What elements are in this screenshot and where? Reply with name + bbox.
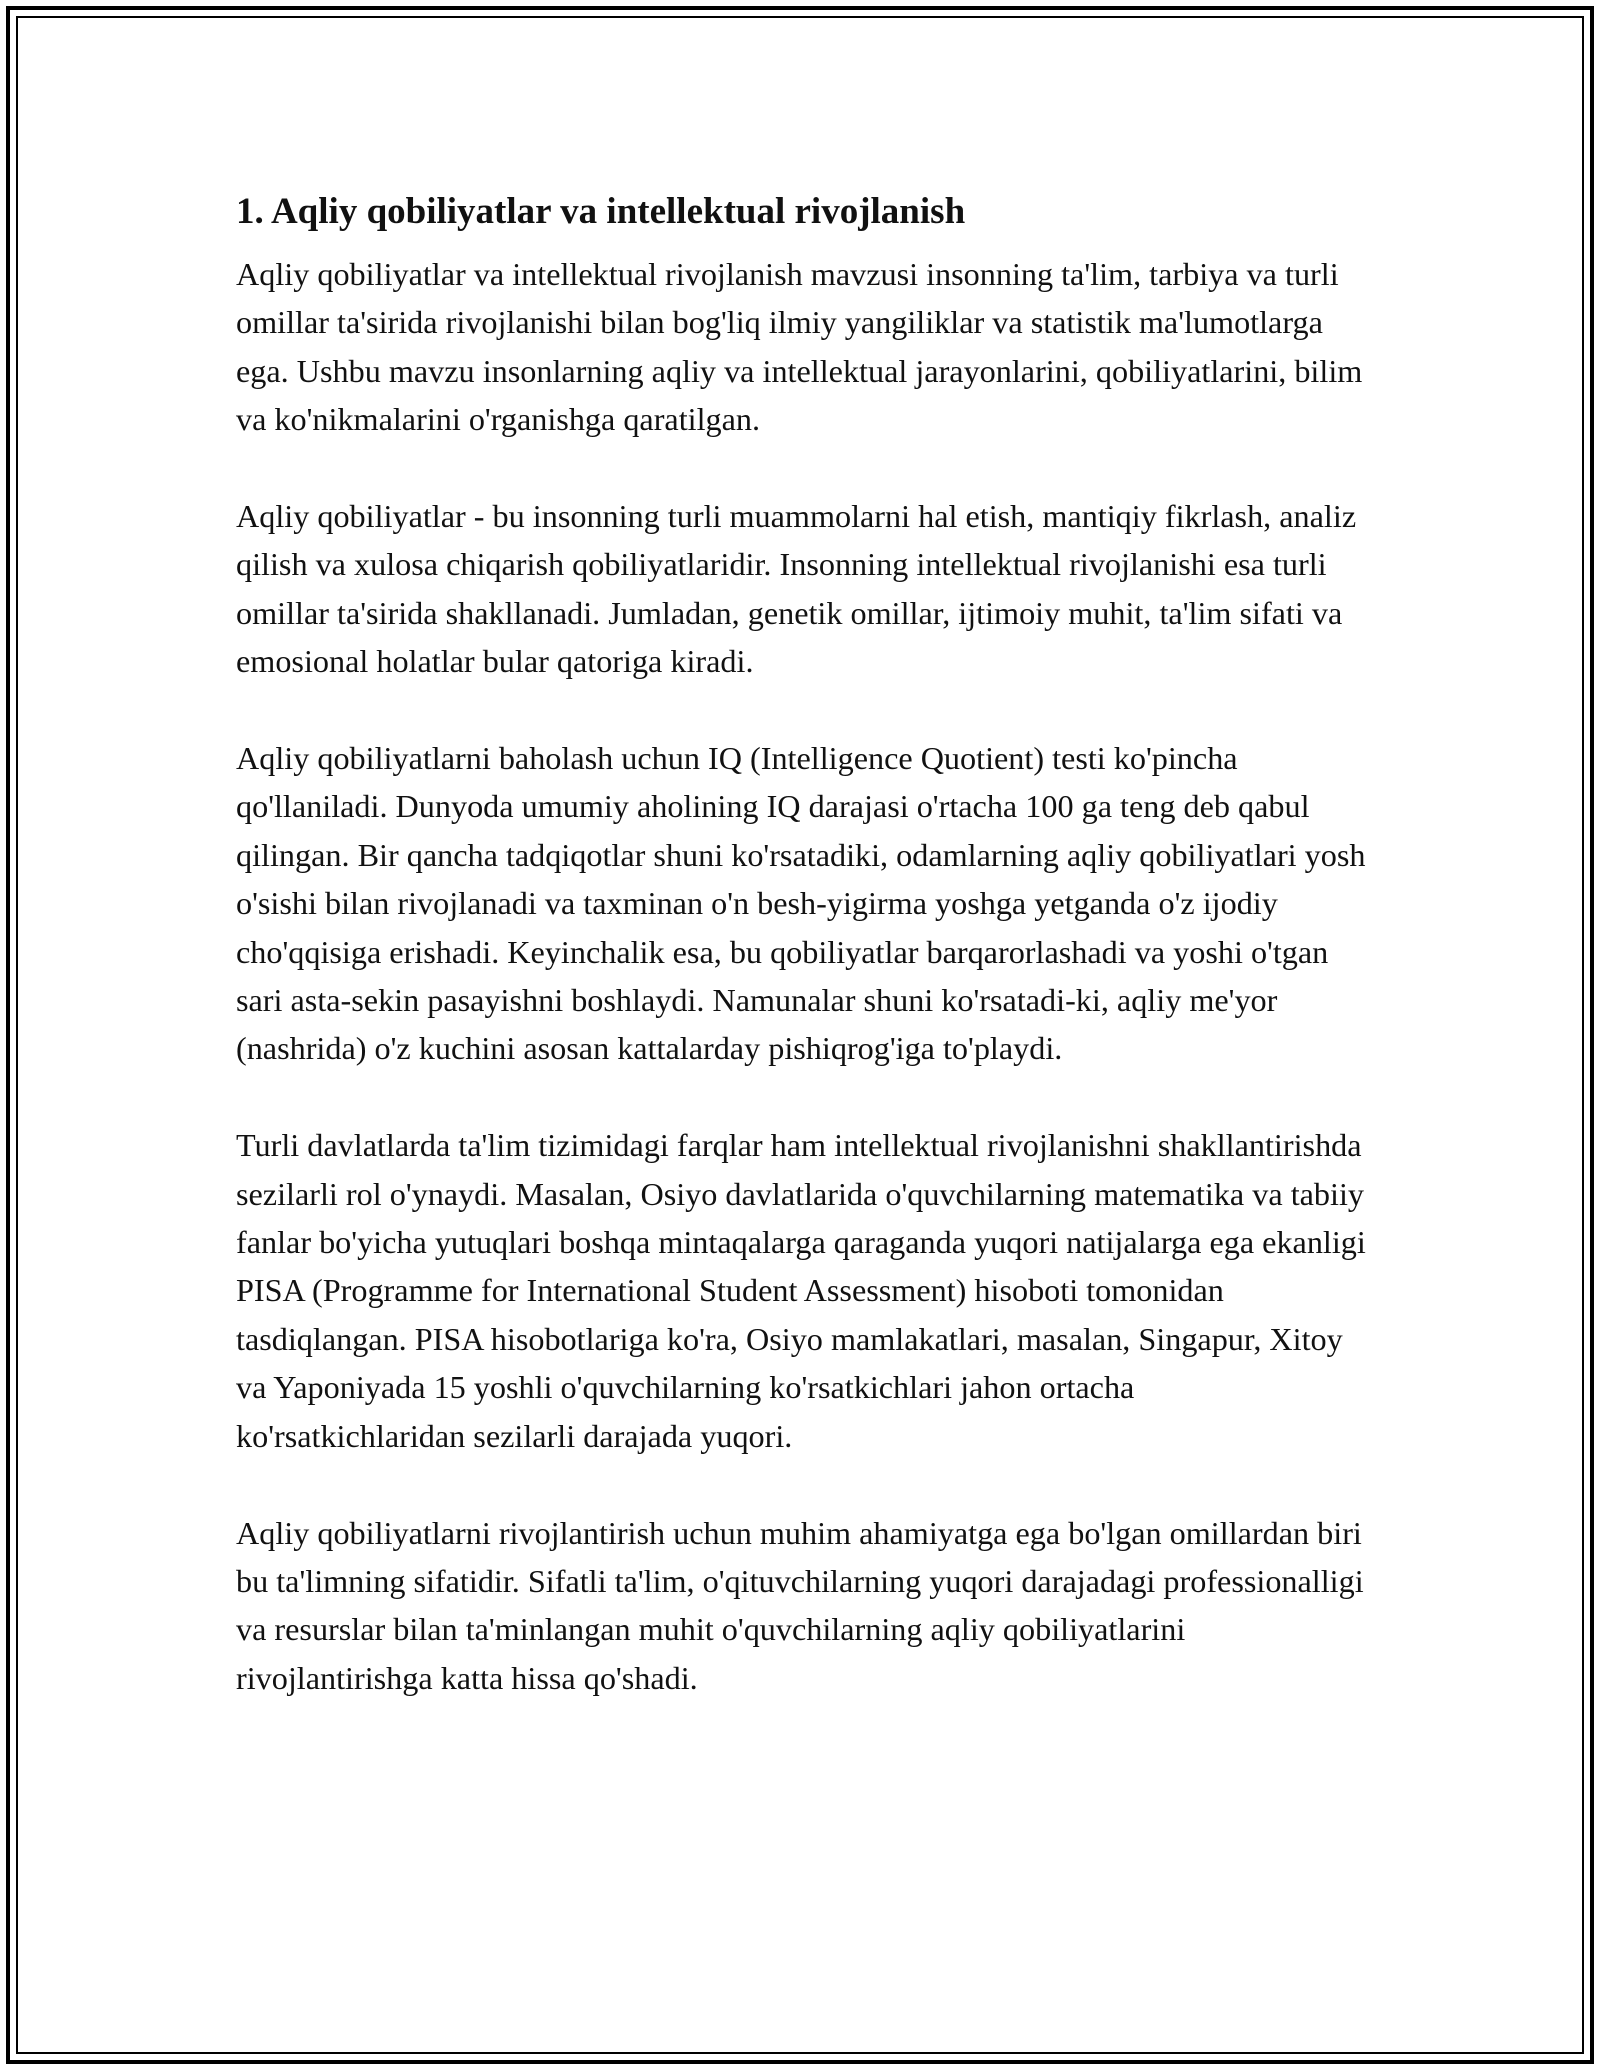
paragraph-3: Aqliy qobiliyatlarni baholash uchun IQ (Intelligence Quotient) testi ko'pincha qo'llaniladi. Dunyoda umumiy aholining IQ darajasi o'rtacha 100 ga teng deb qabul qilingan. Bir qancha tadqiqotlar shuni ko'rsatadiki, odamlarning aqliy qobiliyatlari yosh o'sishi bilan rivojlanadi va taxminan o'n besh-yigirma yoshga yetganda o'z ijodiy cho'qqisiga erishadi. Keyinchalik esa, bu qobiliyatlar barqarorlashadi va yoshi o'tgan sari asta-sekin pasayishni boshlaydi. Namunalar shuni ko'rsatadi-ki, aqliy me'yor (nashrida) o'z kuchini asosan kattalarday pishiqrog'iga to'playdi.: [236, 740, 1366, 1067]
paragraph-2: Aqliy qobiliyatlar - bu insonning turli muammolarni hal etish, mantiqiy fikrlash, analiz qilish va xulosa chiqarish qobiliyatlaridir. Insonning intellektual rivojlanishi esa turli omillar ta'sirida shakllanadi. Jumladan, genetik omillar, ijtimoiy muhit, ta'lim sifati va emosional holatlar bular qatoriga kiradi.: [236, 498, 1357, 680]
section-heading: 1. Aqliy qobiliyatlar va intellektual rivojlanish: [236, 191, 966, 232]
paragraph-1: Aqliy qobiliyatlar va intellektual rivojlanish mavzusi insonning ta'lim, tarbiya va turli omillar ta'sirida rivojlanishi bilan bog'liq ilmiy yangiliklar va statistik ma'lumotlarga ega. Ushbu mavzu insonlarning aqliy va intellektual jarayonlarini, qobiliyatlarini, bilim va ko'nikmalarini o'rganishga qaratilgan.: [236, 256, 1363, 438]
document-body: [236, 186, 1366, 1751]
paragraph-5: Aqliy qobiliyatlarni rivojlantirish uchun muhim ahamiyatga ega bo'lgan omillardan biri bu ta'limning sifatidir. Sifatli ta'lim, o'qituvchilarning yuqori darajadagi professionalligi va resurslar bilan ta'minlangan muhit o'quvchilarning aqliy qobiliyatlarini rivojlantirishga katta hissa qo'shadi.: [236, 1514, 1364, 1696]
paragraph-4: Turli davlatlarda ta'lim tizimidagi farqlar ham intellektual rivojlanishni shakllantirishda sezilarli rol o'ynaydi. Masalan, Osiyo davlatlarida o'quvchilarning matematika va tabiiy fanlar bo'yicha yutuqlari boshqa mintaqalarga qaraganda yuqori natijalarga ega ekanligi PISA (Programme for International Student Assessment) hisoboti tomonidan tasdiqlangan. PISA hisobotlariga ko'ra, Osiyo mamlakatlari, masalan, Singapur, Xitoy va Yaponiyada 15 yoshli o'quvchilarning ko'rsatkichlari jahon ortacha ko'rsatkichlaridan sezilarli darajada yuqori.: [236, 1127, 1366, 1454]
